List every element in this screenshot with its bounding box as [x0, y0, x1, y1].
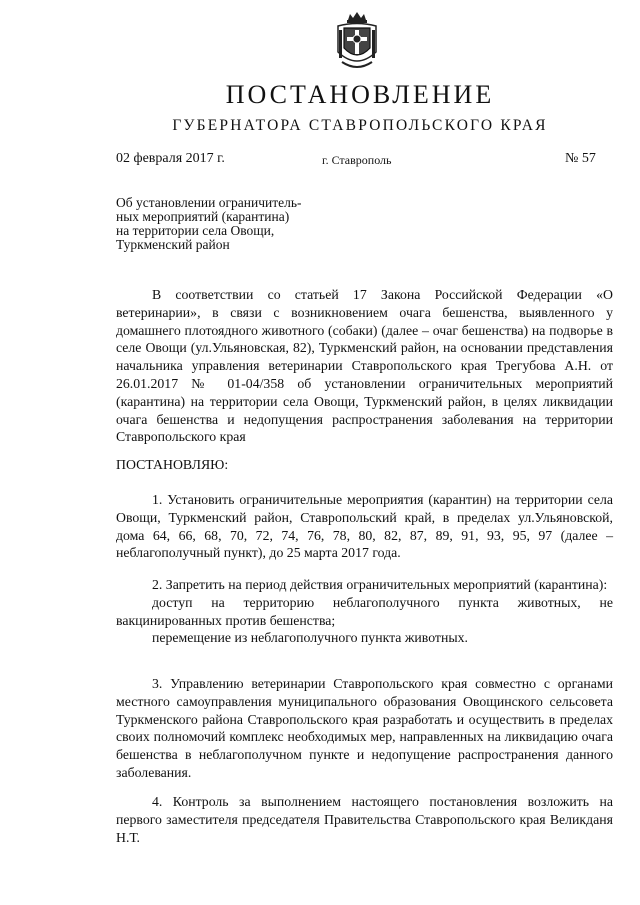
clause-paragraph: 2. Запретить на период действия ограничительных мероприятий (карантина): [152, 577, 608, 592]
clause-4 [116, 793, 613, 846]
document-subject: Об установлении ограничитель- ных мероприятий (карантина) на территории села Овощи, Туркменский район [116, 195, 302, 252]
clause-3 [116, 675, 613, 782]
document-title: ПОСТАНОВЛЕНИЕ [225, 80, 495, 109]
clause-paragraph: 1. Установить ограничительные мероприятия (карантин) на территории села Овощи, Туркменский район, Ставропольский край, в пределах ул.Ульяновской, дома 64, 66, 68, 70, 72, 74, 76, 78, 80, 82, 87, 89, 91, 93, 95, 97 (далее – неблагополучный пункт), до 25 марта 2017 года. [116, 492, 613, 561]
clause-1 [116, 491, 613, 562]
clause-paragraph: перемещение из неблагополучного пункта животных. [152, 630, 468, 646]
clause-paragraph: доступ на территорию неблагополучного пункта животных, не вакцинированных против бешенства; [116, 594, 613, 628]
document-city: г. Ставрополь [322, 153, 392, 167]
preamble [116, 286, 613, 446]
clause-paragraph: 4. Контроль за выполнением настоящего постановления возложить на первого заместителя председателя Правительства Ставропольского края Великданя Н.Т. [116, 794, 613, 845]
document-date: 02 февраля 2017 г. [116, 151, 225, 166]
clause-2 [116, 576, 613, 647]
preamble-paragraph: В соответствии со статьей 17 Закона Российской Федерации «О ветеринарии», в связи с возникновением очага бешенства, выявленного у домашнего плотоядного животного (собаки) (далее – очаг бешенства) на подворье в селе Овощи (ул.Ульяновская, 82), Туркменский район, на основании представления начальника управления ветеринарии Ставропольского края Трегубова А.Н. от 26.01.2017 № 01-04/358 об установлении ограничительных мероприятий (карантина) на территории села Овощи, Туркменский район, в целях ликвидации очага бешенства и недопущения распространения заболевания на территории Ставропольского края [116, 287, 613, 445]
document-number: № 57 [565, 151, 596, 166]
issuer-name: ГУБЕРНАТОРА СТАВРОПОЛЬСКОГО КРАЯ [172, 117, 548, 134]
decree-word: ПОСТАНОВЛЯЮ: [116, 457, 229, 472]
clause-paragraph: 3. Управлению ветеринарии Ставропольского края совместно с органами местного самоуправления муниципального образования Овощинского сельсовета Туркменского района Ставропольского края разработать и осуществить в пределах своих полномочий комплекс необходимых мер, направленных на ликвидацию очага бешенства в неблагополучном пункте и недопущение распространения данного заболевания. [116, 676, 613, 780]
coat-of-arms-icon [334, 12, 380, 72]
decree-word-block [116, 456, 613, 474]
